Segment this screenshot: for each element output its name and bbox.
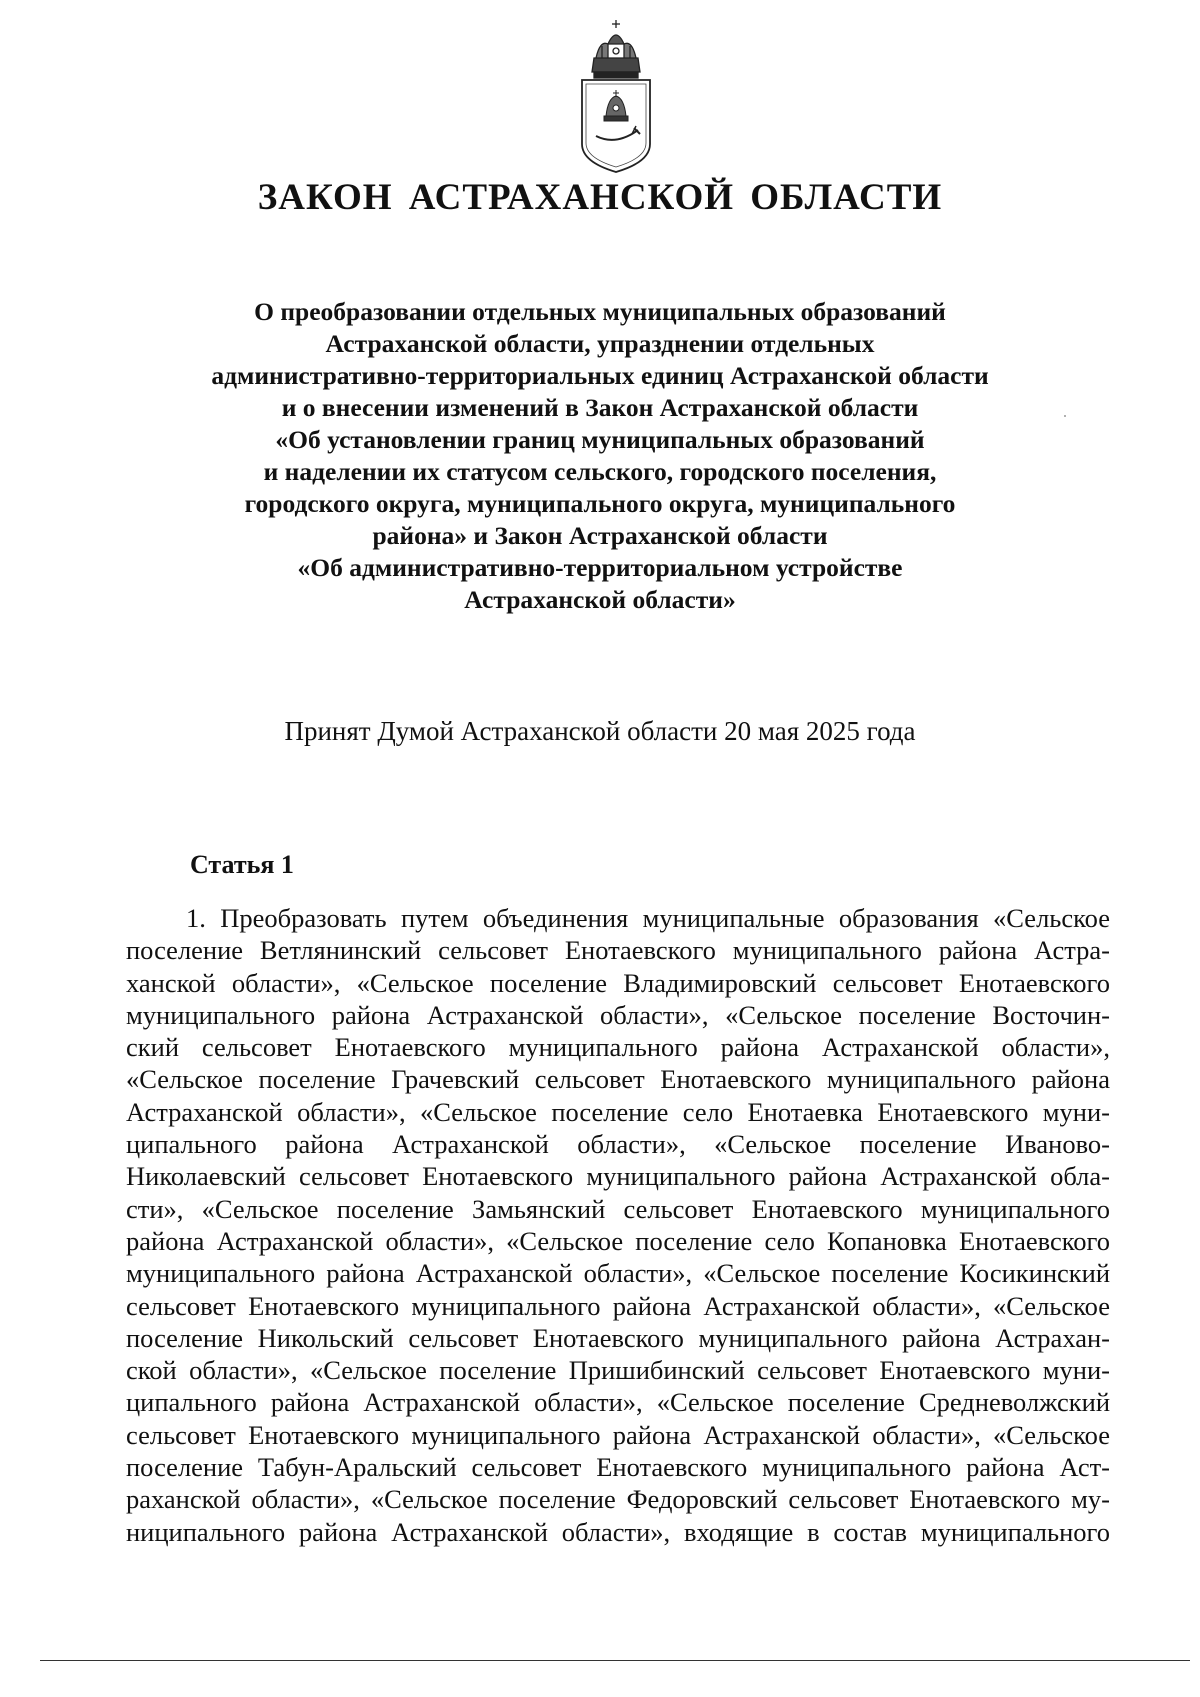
- paragraph-line: 1. Преобразовать путем объединения муниципальные образования «Сельское: [186, 903, 1110, 933]
- article-heading: Статья 1: [190, 850, 294, 879]
- law-subject-line: О преобразовании отдельных муниципальных образований: [254, 297, 946, 326]
- law-title: ЗАКОН АСТРАХАНСКОЙ ОБЛАСТИ: [257, 177, 943, 218]
- law-subject-line: и о внесении изменений в Закон Астраханской области: [281, 393, 919, 422]
- law-subject-line: и наделении их статусом сельского, городского поселения,: [263, 457, 937, 486]
- paragraph-line: ниципального района Астраханской области», входящие в состав муниципального: [126, 1516, 1110, 1547]
- paragraph-line: ципального района Астраханской области», «Сельское поселение Средневолжский: [126, 1387, 1110, 1418]
- paragraph-line: сельсовет Енотаевского муниципального района Астраханской области», «Сельское: [126, 1290, 1110, 1321]
- law-subject-line: «Об установлении границ муниципальных образований: [275, 425, 925, 454]
- adoption-statement: Принят Думой Астраханской области 20 мая 2025 года: [284, 716, 916, 746]
- law-subject-line: городского округа, муниципального округа, муниципального: [244, 489, 956, 518]
- paragraph-line: ханской области», «Сельское поселение Владимировский сельсовет Енотаевского: [126, 967, 1110, 998]
- paragraph-line: муниципального района Астраханской области», «Сельское поселение Косикинский: [126, 1258, 1110, 1289]
- scan-speck: [1064, 415, 1066, 417]
- paragraph-line: поселение Ветлянинский сельсовет Енотаевского муниципального района Астра-: [126, 935, 1110, 966]
- law-subject-line: Астраханской области, упразднении отдельных: [325, 329, 875, 358]
- coat-of-arms-emblem: [578, 18, 654, 174]
- paragraph-line: раханской области», «Сельское поселение Федоровский сельсовет Енотаевского му-: [126, 1484, 1110, 1515]
- law-subject-line: административно-территориальных единиц Астраханской области: [211, 361, 989, 390]
- paragraph-line: ской области», «Сельское поселение Пришибинский сельсовет Енотаевского муни-: [126, 1355, 1110, 1386]
- paragraph-line: ский сельсовет Енотаевского муниципального района Астраханской области»,: [126, 1032, 1110, 1063]
- law-subject-line: «Об административно-территориальном устройстве: [297, 553, 903, 582]
- paragraph-line: сельсовет Енотаевского муниципального района Астраханской области», «Сельское: [126, 1419, 1110, 1450]
- paragraph-line: сти», «Сельское поселение Замьянский сельсовет Енотаевского муниципального: [126, 1193, 1110, 1224]
- law-subject-line: района» и Закон Астраханской области: [372, 521, 828, 550]
- paragraph-line: ципального района Астраханской области», «Сельское поселение Иваново-: [126, 1129, 1110, 1160]
- law-subject: [150, 296, 1050, 616]
- paragraph-line: поселение Табун-Аральский сельсовет Енотаевского муниципального района Аст-: [126, 1452, 1110, 1483]
- law-subject-line: Астраханской области»: [464, 585, 736, 614]
- article-paragraph: [126, 902, 1110, 1548]
- paragraph-line: «Сельское поселение Грачевский сельсовет Енотаевского муниципального района: [126, 1064, 1110, 1095]
- footer-rule: [40, 1660, 1190, 1661]
- paragraph-line: Астраханской области», «Сельское поселение село Енотаевка Енотаевского муни-: [126, 1096, 1110, 1127]
- paragraph-line: поселение Никольский сельсовет Енотаевского муниципального района Астрахан-: [126, 1322, 1110, 1353]
- paragraph-line: муниципального района Астраханской области», «Сельское поселение Восточин-: [126, 999, 1110, 1030]
- paragraph-line: района Астраханской области», «Сельское поселение село Копановка Енотаевского: [126, 1225, 1110, 1256]
- paragraph-line: Николаевский сельсовет Енотаевского муниципального района Астраханской обла-: [126, 1161, 1110, 1192]
